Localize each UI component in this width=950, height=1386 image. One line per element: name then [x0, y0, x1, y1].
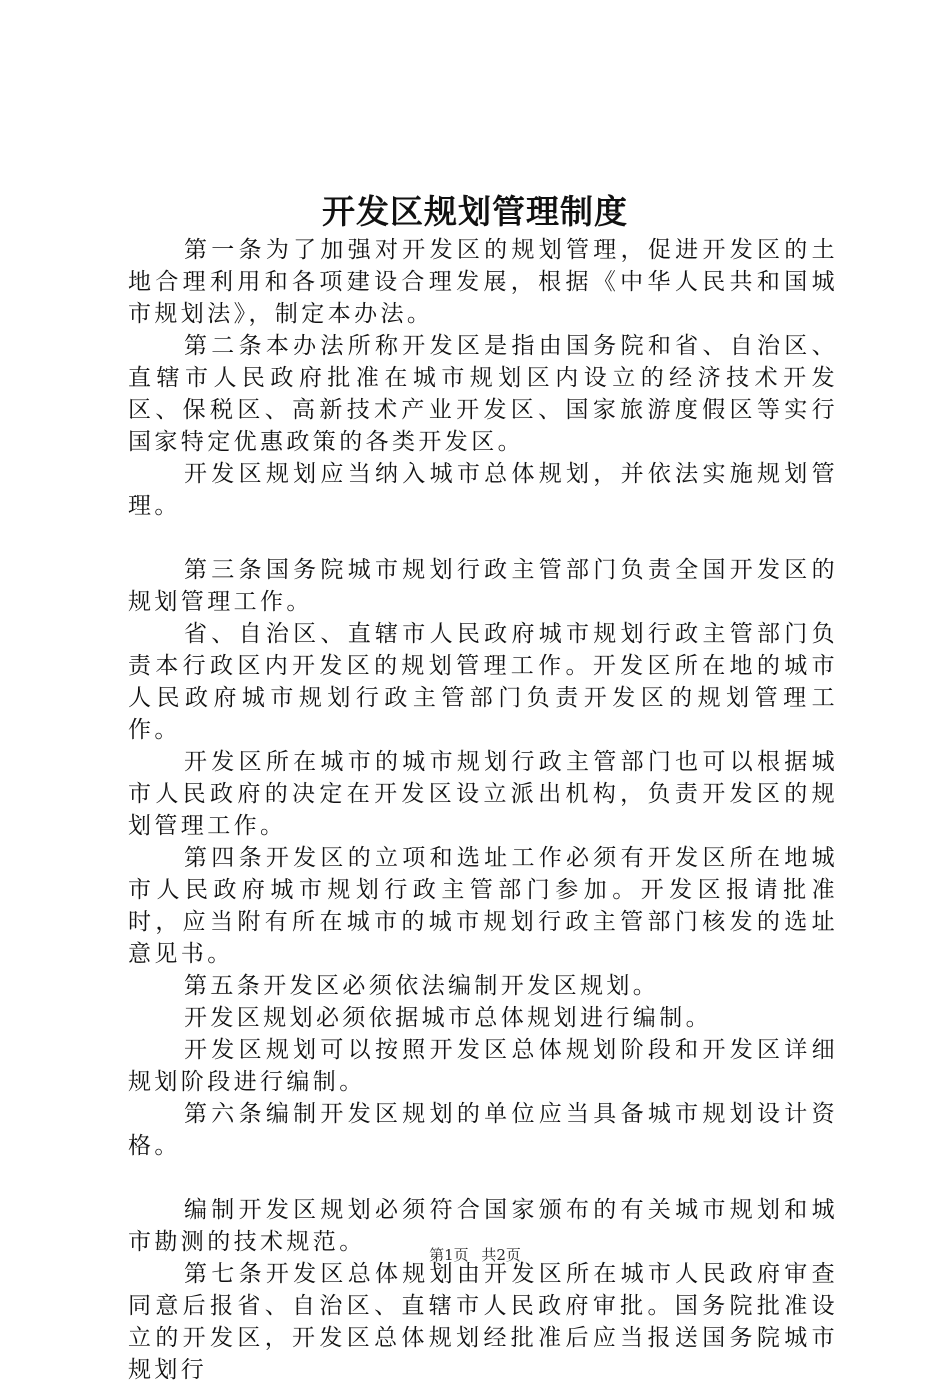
document-title: 开发区规划管理制度: [322, 192, 628, 231]
paragraph-article-6: 第六条编制开发区规划的单位应当具备城市规划设计资格。: [128, 1101, 838, 1159]
page-number-current: 第1页: [429, 1246, 469, 1264]
paragraph-article-5-c: 开发区规划可以按照开发区总体规划阶段和开发区详细规划阶段进行编制。: [128, 1037, 838, 1095]
paragraph-article-1: 第一条为了加强对开发区的规划管理，促进开发区的土地合理利用和各项建设合理发展，根据《中华人民共和国城市规划法》，制定本办法。: [128, 237, 838, 327]
page-number-total: 共2页: [481, 1246, 521, 1264]
paragraph-article-2: 第二条本办法所称开发区是指由国务院和省、自治区、直辖市人民政府批准在城市规划区内设立的经济技术开发区、保税区、高新技术产业开发区、国家旅游度假区等实行国家特定优惠政策的各类开发区。: [128, 333, 838, 455]
paragraph-article-3-b: 省、自治区、直辖市人民政府城市规划行政主管部门负责本行政区内开发区的规划管理工作。开发区所在地的城市人民政府城市规划行政主管部门负责开发区的规划管理工作。: [128, 621, 838, 743]
paragraph-article-5: 第五条开发区必须依法编制开发区规划。: [184, 973, 660, 999]
paragraph-article-2-b: 开发区规划应当纳入城市总体规划，并依法实施规划管理。: [128, 461, 838, 519]
paragraph-article-5-b: 开发区规划必须依据城市总体规划进行编制。: [184, 1005, 712, 1031]
paragraph-article-6-b: 编制开发区规划必须符合国家颁布的有关城市规划和城市勘测的技术规范。: [128, 1197, 838, 1255]
document-body: [128, 234, 838, 1386]
paragraph-article-4: 第四条开发区的立项和选址工作必须有开发区所在地城市人民政府城市规划行政主管部门参加。开发区报请批准时，应当附有所在城市的城市规划行政主管部门核发的选址意见书。: [128, 845, 838, 967]
page-footer: [0, 1244, 950, 1265]
paragraph-article-3-c: 开发区所在城市的城市规划行政主管部门也可以根据城市人民政府的决定在开发区设立派出机构，负责开发区的规划管理工作。: [128, 749, 838, 839]
paragraph-article-3: 第三条国务院城市规划行政主管部门负责全国开发区的规划管理工作。: [128, 557, 838, 615]
paragraph-article-7: 第七条开发区总体规划由开发区所在城市人民政府审查同意后报省、自治区、直辖市人民政府审批。国务院批准设立的开发区，开发区总体规划经批准后应当报送国务院城市规划行: [128, 1261, 838, 1383]
